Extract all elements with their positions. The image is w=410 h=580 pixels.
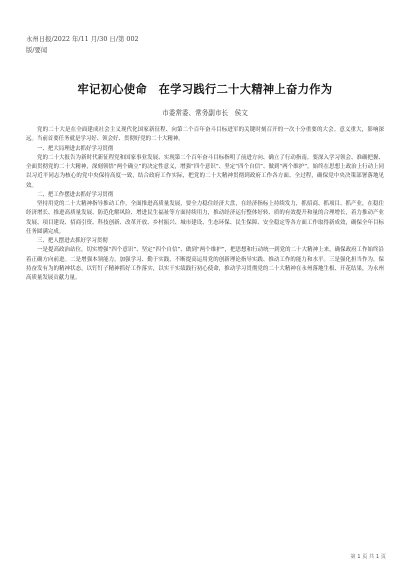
source-line: 永州日报/2022 年/11 月/30 日/第 002 xyxy=(26,35,139,43)
section-heading-2: 二、把工作摆进去抓好学习贯彻 xyxy=(37,191,114,198)
section-heading-3: 三、把人摆进去抓好学习贯彻 xyxy=(37,238,108,244)
article-title: 牢记初心使命 在学习践行二十大精神上奋力作为 xyxy=(77,83,333,96)
section-paragraph-2: 坚持用党的二十大精神指导推动工作，全面推进高质量发展，要全力稳住经济大盘，在经济指标上持续发力，抓招商、抓项目、抓产业，在稳住经济增长、推进高质量发展、防范化解风险、增进民生福祉等方面持续用力，推动经济运行整体好转、质的有效提升和量的合理增长，着力推动产业发展、项目建设、招商引资、科技创新、改革开放、乡村振兴、城市建设、生态环保、民生保障、安全稳定等各方面工作取得新成效，确保全年目标任务圆满完成。 xyxy=(26,201,384,235)
intro-paragraph: 党的二十大是在全面建成社会主义现代化国家新征程、向第二个百年奋斗目标进军的关键时刻召开的一次十分重要的大会。意义重大，影响深远。当前首要任务就是学习好、领会好、贯彻好党的二十大精神。 xyxy=(26,127,384,143)
article-byline: 市委常委、常务副市长 侯文 xyxy=(162,109,248,117)
article-body xyxy=(26,126,384,283)
page-number: 第 1 页 共 1 页 xyxy=(350,554,386,560)
section-paragraph-3: 一是提高政治站位，切实增强“四个意识”、坚定“四个自信”、做到“两个维护”，把思想和行动统一到党的二十大精神上来，确保政府工作始终沿着正确方向前进。二是增强本领能力，加强学习、勤于实践，不断提高运用党的创新理论指导实践、推动工作的能力和水平。三是强化担当作为，保持奋发有为的精神状态，以钉钉子精神抓好工作落实，以实干实绩践行初心使命，推动学习贯彻党的二十大精神在永州落地生根、开花结果，为永州高质量发展贡献力量。 xyxy=(26,247,384,281)
section-paragraph-1: 党的二十大报告为新时代新征程党和国家事业发展、实现第二个百年奋斗目标指明了前进方向、确立了行动指南。要深入学习领会、准确把握、全面贯彻党的二十大精神，深刻领悟“两个确立”的决定性意义，增强“四个意识”、坚定“四个自信”、做到“两个维护”，始终在思想上政治上行动上同以习近平同志为核心的党中央保持高度一致，结合政府工作实际，把党的二十大精神贯彻到政府工作各方面、全过程，确保党中央决策部署落地见效。 xyxy=(26,154,384,189)
edition-line: 版/要闻 xyxy=(26,46,48,54)
source-header xyxy=(26,34,139,56)
section-heading-1: 一、把大局理进去抓好学习贯彻 xyxy=(37,145,114,152)
